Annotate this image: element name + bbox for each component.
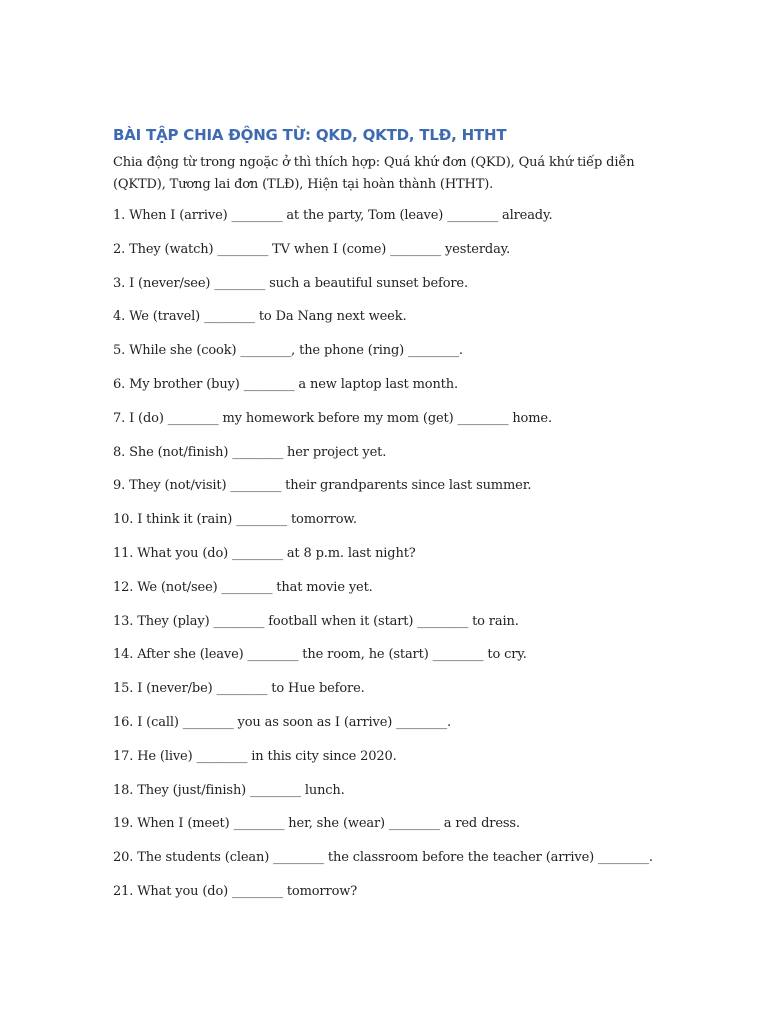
page-title: BÀI TẬP CHIA ĐỘNG TỪ: QKD, QKTD, TLĐ, HTHT bbox=[113, 126, 507, 144]
question-item: 17. He (live) ________ in this city since 2020. bbox=[113, 748, 397, 764]
question-item: 12. We (not/see) ________ that movie yet. bbox=[113, 579, 373, 595]
question-item: 14. After she (leave) ________ the room, he (start) ________ to cry. bbox=[113, 647, 527, 663]
document-content bbox=[113, 124, 658, 915]
question-item: 8. She (not/finish) ________ her project yet. bbox=[113, 444, 387, 460]
question-item: 5. While she (cook) ________, the phone (ring) ________. bbox=[113, 343, 463, 359]
question-item: 11. What you (do) ________ at 8 p.m. last night? bbox=[113, 545, 416, 561]
question-item: 7. I (do) ________ my homework before my mom (get) ________ home. bbox=[113, 410, 552, 426]
question-item: 20. The students (clean) ________ the classroom before the teacher (arrive) ________. bbox=[113, 850, 653, 866]
question-item: 4. We (travel) ________ to Da Nang next week. bbox=[113, 309, 407, 325]
question-item: 3. I (never/see) ________ such a beautiful sunset before. bbox=[113, 275, 468, 291]
question-item: 19. When I (meet) ________ her, she (wear) ________ a red dress. bbox=[113, 816, 520, 832]
instructions-paragraph: Chia động từ trong ngoặc ở thì thích hợp: Quá khứ đơn (QKD), Quá khứ tiếp diễn (QKTD), Tương lai đơn (TLĐ), Hiện tại hoàn thành (HTHT). bbox=[113, 155, 635, 192]
question-item: 18. They (just/finish) ________ lunch. bbox=[113, 782, 345, 798]
question-item: 13. They (play) ________ football when it (start) ________ to rain. bbox=[113, 613, 519, 629]
question-list bbox=[113, 205, 658, 903]
question-item: 21. What you (do) ________ tomorrow? bbox=[113, 883, 358, 899]
question-item: 9. They (not/visit) ________ their grandparents since last summer. bbox=[113, 478, 532, 494]
question-item: 10. I think it (rain) ________ tomorrow. bbox=[113, 512, 357, 528]
question-item: 2. They (watch) ________ TV when I (come) ________ yesterday. bbox=[113, 241, 511, 257]
question-item: 16. I (call) ________ you as soon as I (arrive) ________. bbox=[113, 714, 451, 730]
question-item: 15. I (never/be) ________ to Hue before. bbox=[113, 681, 365, 697]
question-item: 6. My brother (buy) ________ a new laptop last month. bbox=[113, 376, 458, 392]
question-item: 1. When I (arrive) ________ at the party, Tom (leave) ________ already. bbox=[113, 208, 553, 223]
